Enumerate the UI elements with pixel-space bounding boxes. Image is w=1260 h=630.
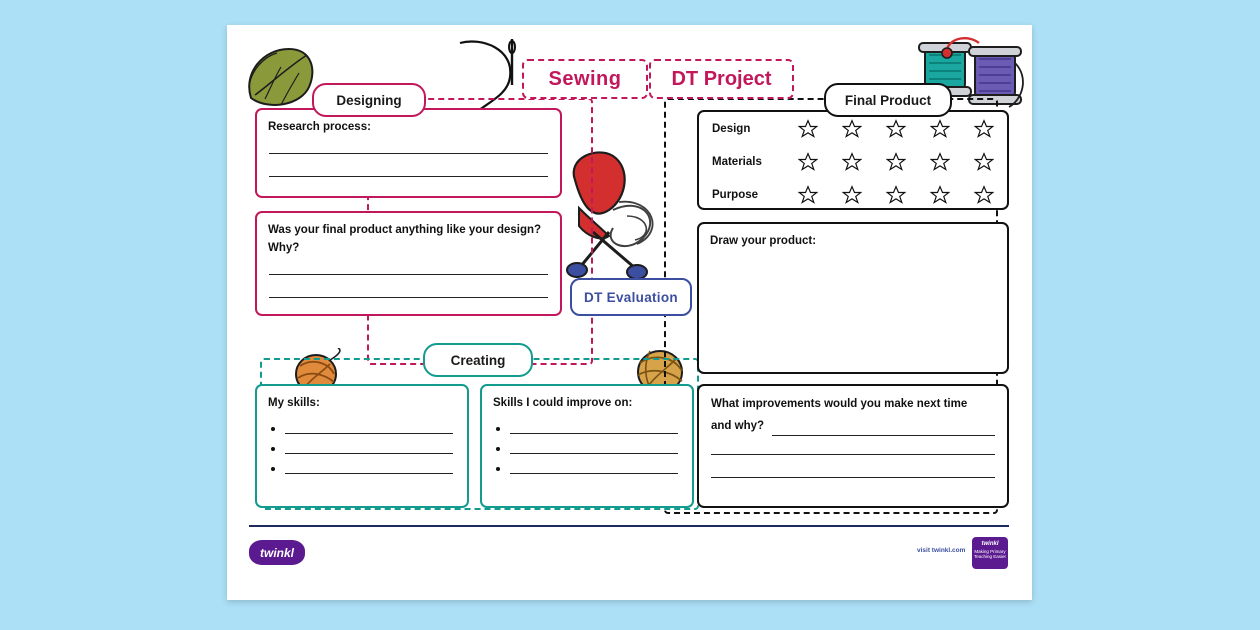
write-line[interactable] (711, 477, 995, 478)
star-icon[interactable] (974, 152, 994, 172)
write-line[interactable] (510, 473, 678, 474)
my-skills-box[interactable] (255, 384, 469, 508)
star-icon[interactable] (798, 152, 818, 172)
twinkl-logo[interactable]: twinkl (249, 540, 305, 565)
list-item[interactable] (271, 427, 467, 434)
star-group[interactable] (798, 152, 994, 172)
star-icon[interactable] (886, 119, 906, 139)
star-icon[interactable] (974, 119, 994, 139)
star-icon[interactable] (798, 119, 818, 139)
rating-category-label: Purpose (712, 188, 759, 201)
star-icon[interactable] (842, 152, 862, 172)
star-icon[interactable] (842, 119, 862, 139)
tab-dt-evaluation[interactable]: DT Evaluation (570, 278, 692, 316)
rating-category-label: Materials (712, 155, 762, 168)
write-line[interactable] (772, 423, 995, 436)
table-row[interactable] (699, 145, 1007, 178)
visit-website-text[interactable]: visit twinkl.com (917, 547, 966, 554)
title-sewing: Sewing (522, 59, 648, 99)
write-line[interactable] (285, 433, 453, 434)
footer-divider (249, 525, 1009, 527)
star-icon[interactable] (886, 185, 906, 205)
worksheet-page (227, 25, 1032, 600)
twinkl-badge (972, 537, 1008, 569)
research-process-box[interactable] (255, 108, 562, 198)
write-line[interactable] (285, 473, 453, 474)
final-product-comparison-box[interactable] (255, 211, 562, 316)
bullet-icon (271, 447, 275, 451)
my-skills-label: My skills: (268, 397, 320, 409)
star-icon[interactable] (886, 152, 906, 172)
final-product-comparison-label: Was your final product anything like your design? Why? (268, 224, 542, 254)
list-item[interactable] (496, 427, 692, 434)
tab-final-product[interactable]: Final Product (824, 83, 952, 117)
table-row[interactable] (699, 178, 1007, 211)
skills-to-improve-box[interactable] (480, 384, 694, 508)
skills-to-improve-label: Skills I could improve on: (493, 397, 633, 409)
star-icon[interactable] (798, 185, 818, 205)
list-item[interactable] (496, 467, 692, 474)
bullet-icon (496, 427, 500, 431)
star-group[interactable] (798, 185, 994, 205)
title-dt-project: DT Project (649, 59, 794, 99)
rating-category-label: Design (712, 122, 751, 135)
write-line[interactable] (285, 453, 453, 454)
bullet-icon (496, 467, 500, 471)
improvements-label-line1: What improvements would you make next time (711, 398, 968, 410)
bullet-icon (496, 447, 500, 451)
tab-designing[interactable]: Designing (312, 83, 426, 117)
list-item[interactable] (271, 447, 467, 454)
star-group[interactable] (798, 119, 994, 139)
write-line[interactable] (269, 297, 548, 298)
leaf-clipart (241, 43, 321, 113)
write-line[interactable] (711, 454, 995, 455)
star-icon[interactable] (930, 119, 950, 139)
bullet-icon (271, 427, 275, 431)
write-line[interactable] (510, 433, 678, 434)
improvements-label-line2: and why? (711, 419, 765, 432)
star-icon[interactable] (974, 185, 994, 205)
badge-line-1: twinkl (981, 541, 999, 547)
improvements-box[interactable] (697, 384, 1009, 508)
star-icon[interactable] (842, 185, 862, 205)
star-rating-box[interactable] (697, 110, 1009, 210)
research-process-label: Research process: (268, 121, 371, 133)
write-line[interactable] (269, 153, 548, 154)
write-line[interactable] (510, 453, 678, 454)
draw-product-box[interactable] (697, 222, 1009, 374)
write-line[interactable] (269, 176, 548, 177)
badge-line-2: Making Primary (974, 548, 1006, 554)
bullet-icon (271, 467, 275, 471)
tab-creating[interactable]: Creating (423, 343, 533, 377)
list-item[interactable] (496, 447, 692, 454)
draw-product-label: Draw your product: (710, 235, 817, 247)
badge-line-3: Teaching Easier (973, 554, 1007, 560)
list-item[interactable] (271, 467, 467, 474)
star-icon[interactable] (930, 152, 950, 172)
write-line[interactable] (269, 274, 548, 275)
star-icon[interactable] (930, 185, 950, 205)
